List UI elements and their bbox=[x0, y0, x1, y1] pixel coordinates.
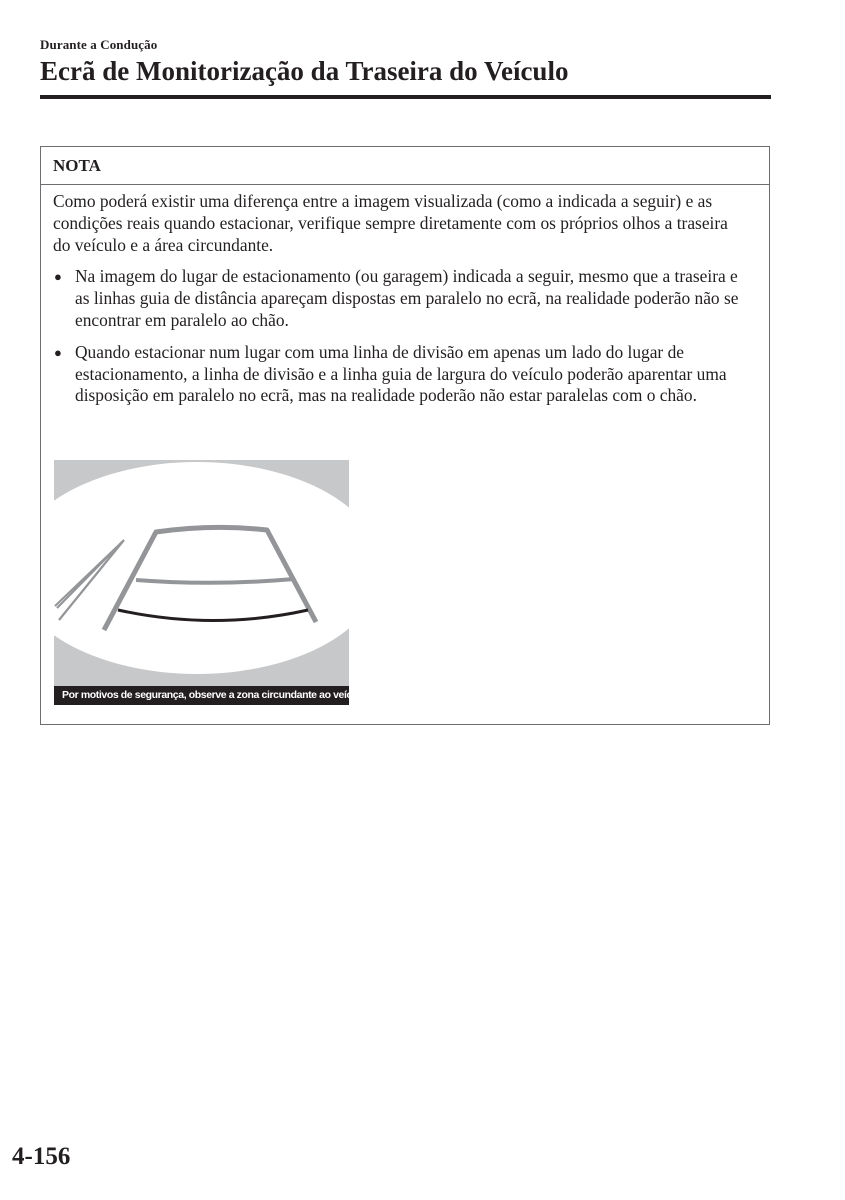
bullet-text: Quando estacionar num lugar com uma linha de divisão em apenas um lado do lugar de estacionamento, a linha de divisão e a linha guia de largura do veículo poderão aparentar uma disposição em paralelo no ecrã, mas na realidade poderão não estar paralelas com o chão. bbox=[75, 341, 727, 406]
rear-camera-illustration bbox=[54, 460, 367, 705]
bullet-item bbox=[53, 266, 749, 331]
page-title: Ecrã de Monitorização da Traseira do Veículo bbox=[40, 56, 569, 86]
figure-caption: Por motivos de segurança, observe a zona circundante ao veículo bbox=[54, 686, 349, 705]
bullet-icon: ● bbox=[54, 269, 62, 285]
note-heading: NOTA bbox=[41, 147, 769, 185]
note-bullet-list bbox=[53, 266, 749, 407]
bullet-item bbox=[53, 342, 749, 407]
title-rule bbox=[40, 95, 771, 99]
note-body bbox=[41, 185, 769, 407]
camera-view-area bbox=[54, 462, 349, 674]
note-box bbox=[40, 146, 770, 725]
rear-camera-screen bbox=[54, 460, 349, 686]
page-number: 4-156 bbox=[12, 1143, 71, 1170]
note-intro: Como poderá existir uma diferença entre a imagem visualizada (como a indicada a seguir) e as condições reais quando estacionar, verifique sempre diretamente com os próprios olhos a traseira do veículo e a área circundante. bbox=[53, 191, 728, 255]
bullet-text: Na imagem do lugar de estacionamento (ou garagem) indicada a seguir, mesmo que a traseira e as linhas guia de distância apareçam dispostas em paralelo no ecrã, na realidade poderão não se encontrar em paralelo ao chão. bbox=[75, 266, 739, 330]
bullet-icon: ● bbox=[54, 344, 62, 360]
section-label: Durante a Condução bbox=[40, 37, 158, 52]
